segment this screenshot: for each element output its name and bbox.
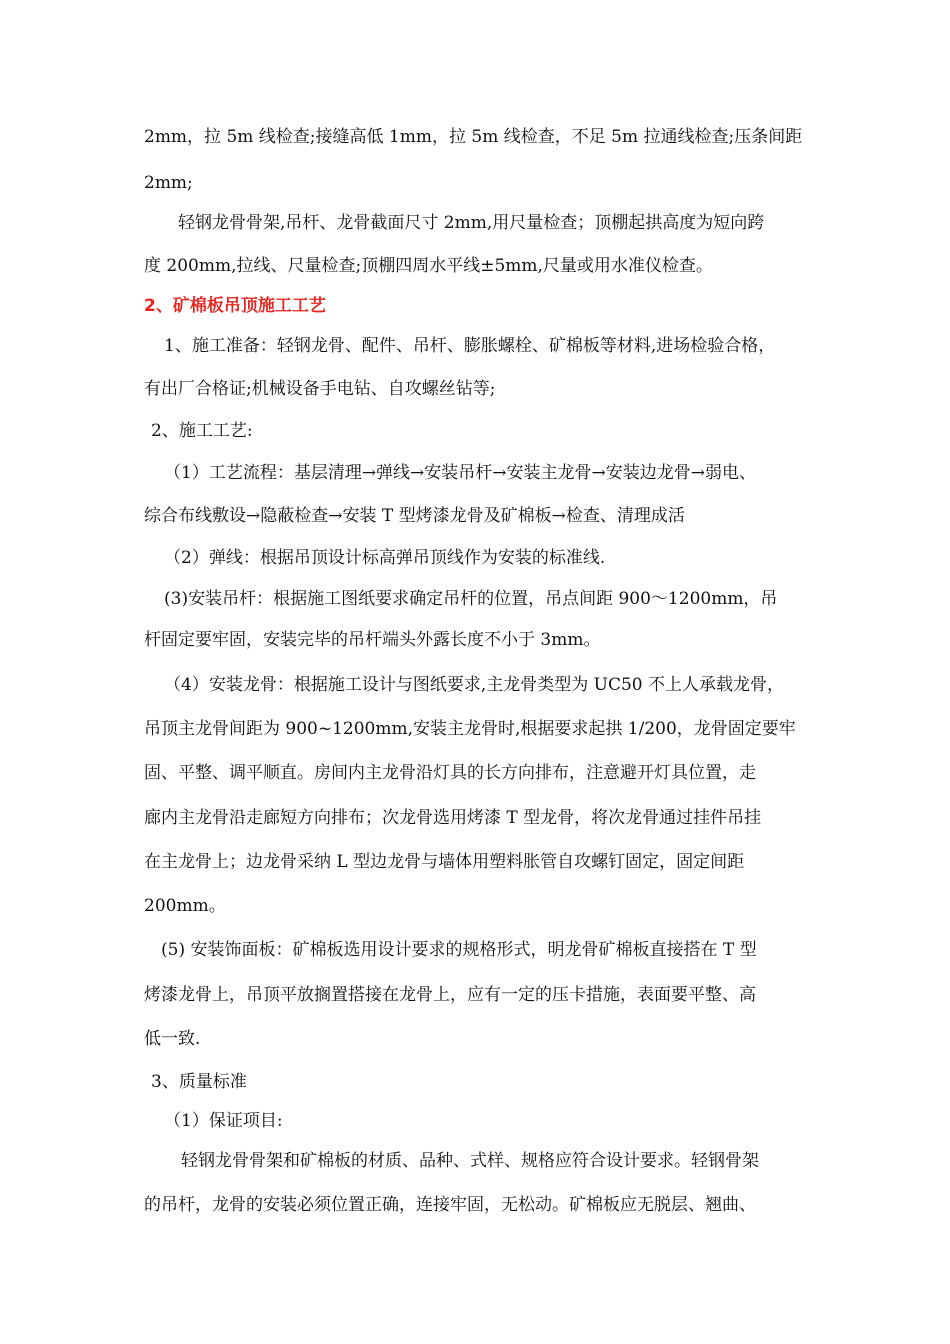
text-line: 2mm，拉 5m 线检查;接缝高低 1mm，拉 5m 线检查，不足 5m 拉通线检查;压条间距 — [144, 127, 803, 147]
text-line: 轻钢龙骨骨架,吊杆、龙骨截面尺寸 2mm,用尺量检查；顶棚起拱高度为短向跨 — [178, 213, 765, 233]
text-line: （1）保证项目: — [164, 1111, 283, 1131]
text-line: 3、质量标准 — [151, 1072, 247, 1092]
text-line: 度 200mm,拉线、尺量检查;顶棚四周水平线±5mm,尺量或用水准仪检查。 — [144, 256, 713, 276]
text-line: （4）安装龙骨：根据施工设计与图纸要求,主龙骨类型为 UC50 不上人承载龙骨， — [164, 675, 784, 695]
text-line: 杆固定要牢固，安装完毕的吊杆端头外露长度不小于 3mm。 — [144, 630, 601, 650]
text-line: (3)安装吊杆：根据施工图纸要求确定吊杆的位置，吊点间距 900～1200mm，吊 — [164, 589, 778, 609]
text-line: 2mm; — [144, 173, 193, 193]
text-line: 综合布线敷设→隐蔽检查→安装 T 型烤漆龙骨及矿棉板→检查、清理成活 — [144, 506, 685, 526]
text-line: 吊顶主龙骨间距为 900~1200mm,安装主龙骨时,根据要求起拱 1/200，龙骨固定要牢 — [144, 719, 796, 739]
text-line: （1）工艺流程：基层清理→弹线→安装吊杆→安装主龙骨→安装边龙骨→弱电、 — [164, 463, 757, 483]
text-line: 轻钢龙骨骨架和矿棉板的材质、品种、式样、规格应符合设计要求。轻钢骨架 — [181, 1151, 759, 1171]
text-line: 廊内主龙骨沿走廊短方向排布；次龙骨选用烤漆 T 型龙骨，将次龙骨通过挂件吊挂 — [144, 808, 762, 828]
text-line: 有出厂合格证;机械设备手电钻、自攻螺丝钻等; — [144, 379, 496, 399]
text-line: 1、施工准备：轻钢龙骨、配件、吊杆、膨胀螺栓、矿棉板等材料,进场检验合格， — [164, 336, 776, 356]
text-line: 在主龙骨上；边龙骨采纳 L 型边龙骨与墙体用塑料胀管自攻螺钉固定，固定间距 — [144, 852, 745, 872]
text-line: 2、施工工艺: — [151, 421, 253, 441]
text-line: 低一致. — [144, 1029, 201, 1049]
text-line: 的吊杆，龙骨的安装必须位置正确，连接牢固，无松动。矿棉板应无脱层、翘曲、 — [144, 1195, 756, 1215]
text-line: (5) 安装饰面板：矿棉板选用设计要求的规格形式，明龙骨矿棉板直接搭在 T 型 — [161, 940, 757, 960]
text-line: （2）弹线：根据吊顶设计标高弹吊顶线作为安装的标准线. — [164, 548, 606, 568]
text-line: 烤漆龙骨上，吊顶平放搁置搭接在龙骨上，应有一定的压卡措施，表面要平整、高 — [144, 985, 756, 1005]
text-line: 固、平整、调平顺直。房间内主龙骨沿灯具的长方向排布，注意避开灯具位置，走 — [144, 763, 756, 783]
text-line: 200mm。 — [144, 896, 226, 916]
section-heading: 2、矿棉板吊顶施工工艺 — [144, 296, 326, 316]
